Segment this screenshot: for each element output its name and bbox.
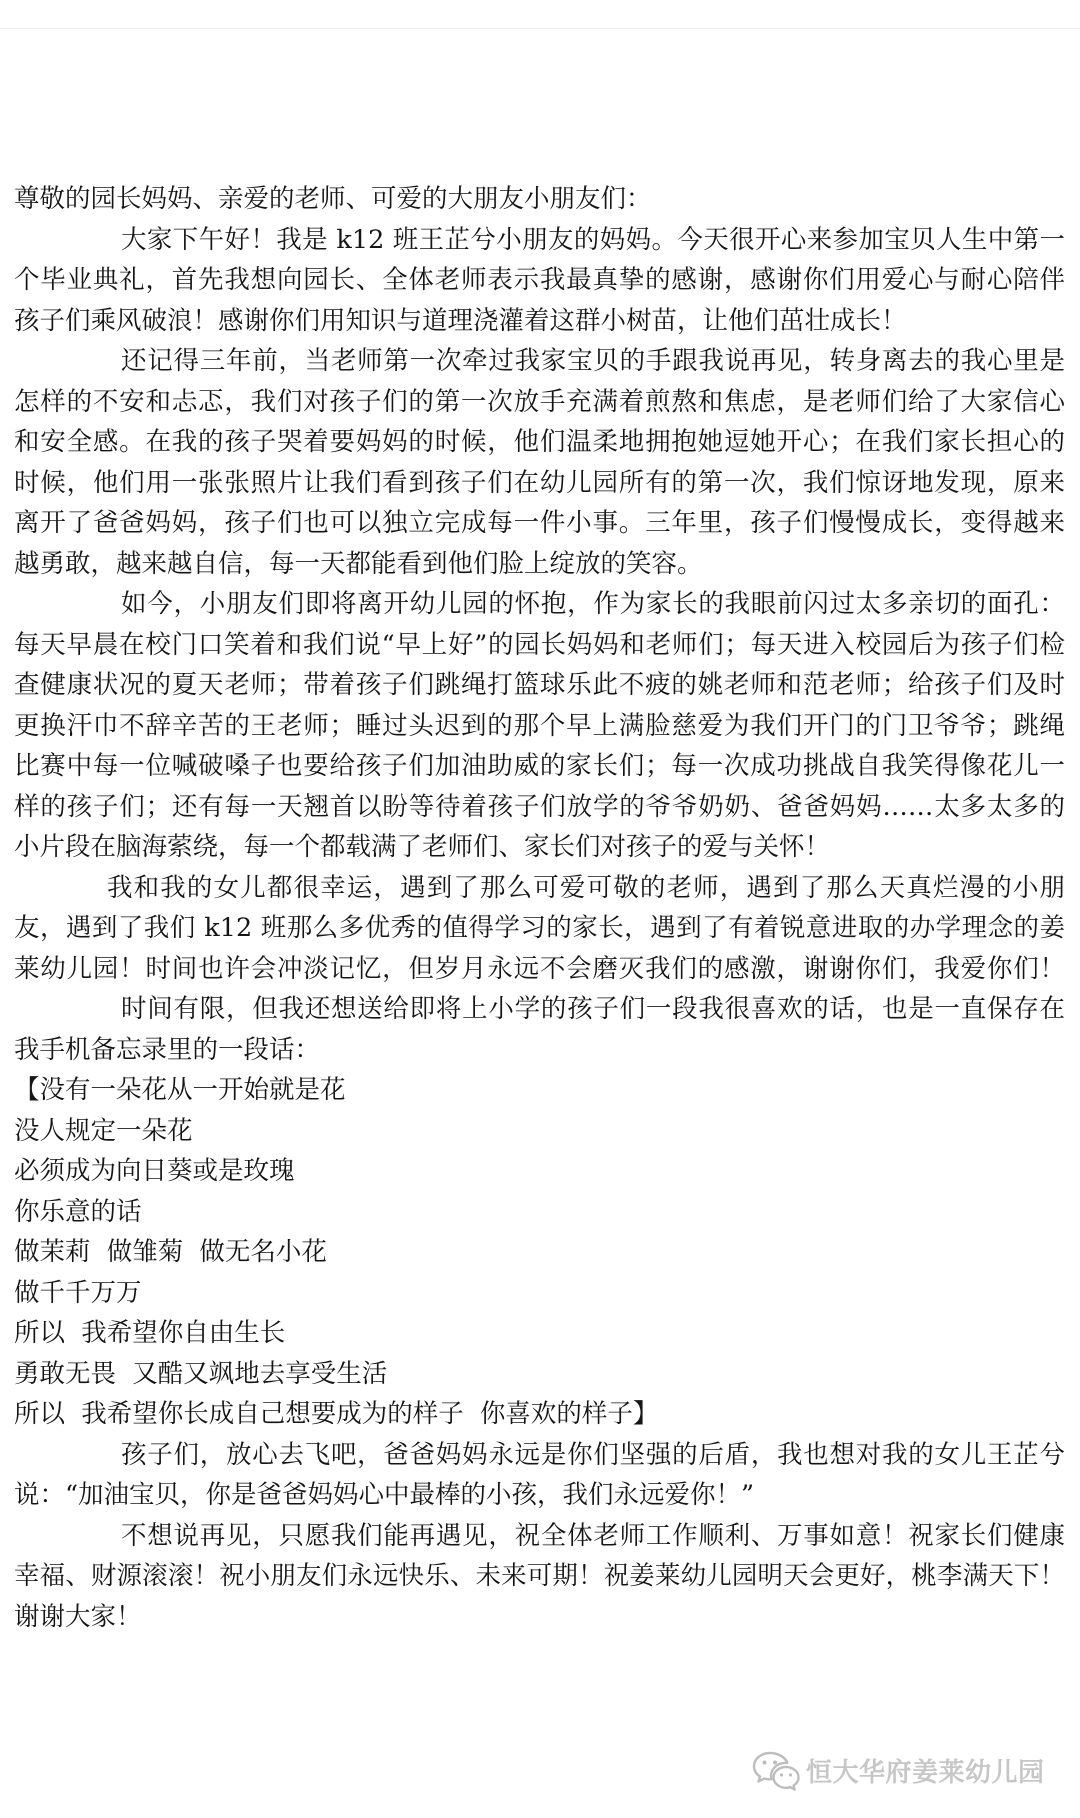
letter-line: 大家下午好！我是 k12 班王芷兮小朋友的妈妈。今天很开心来参加宝贝人生中第一: [121, 224, 1065, 255]
poem-line: 做千千万万: [14, 1277, 142, 1308]
letter-line: 莱幼儿园！时间也许会冲淡记忆，但岁月永远不会磨灭我们的感激，谢谢你们，我爱你们！: [14, 953, 1065, 984]
letter-line: 和安全感。在我的孩子哭着要妈妈的时候，他们温柔地拥抱她逗她开心；在我们家长担心的: [14, 427, 1065, 457]
poem-line: 所以 我希望你自由生长: [14, 1318, 286, 1348]
letter-line: 比赛中每一位喊破嗓子也要给孩子们加油助威的家长们；每一次成功挑战自我笑得像花儿一: [14, 751, 1065, 781]
poem-line: 必须成为向日葵或是玫瑰: [14, 1156, 295, 1186]
letter-line: 更换汗巾不辞辛苦的王老师；睡过头迟到的那个早上满脸慈爱为我们开门的门卫爷爷；跳绳: [14, 710, 1065, 741]
letter-line: 友，遇到了我们 k12 班那么多优秀的值得学习的家长，遇到了有着锐意进取的办学理念的姜: [14, 913, 1065, 943]
letter-line: 离开了爸爸妈妈，孩子们也可以独立完成每一件小事。三年里，孩子们慢慢成长，变得越来: [14, 508, 1065, 538]
closing-line: 谢谢大家！: [14, 1601, 142, 1632]
letter-line: 个毕业典礼，首先我想向园长、全体老师表示我最真挚的感谢，感谢你们用爱心与耐心陪伴: [14, 265, 1065, 295]
letter-line: 说：“加油宝贝，你是爸爸妈妈心中最棒的小孩，我们永远爱你！”: [14, 1480, 755, 1510]
wechat-icon: [752, 1749, 800, 1791]
letter-line: 还记得三年前，当老师第一次牵过我家宝贝的手跟我说再见，转身离去的我心里是: [121, 346, 1065, 376]
letter-line: 时间有限，但我还想送给即将上小学的孩子们一段我很喜欢的话，也是一直保存在: [121, 994, 1065, 1024]
letter-line: 每天早晨在校门口笑着和我们说“早上好”的园长妈妈和老师们；每天进入校园后为孩子们检: [14, 629, 1065, 660]
poem-line: 所以 我希望你长成自己想要成为的样子 你喜欢的样子】: [14, 1399, 659, 1429]
letter-line: 幸福、财源滚滚！祝小朋友们永远快乐、未来可期！祝姜莱幼儿园明天会更好，桃李满天下！: [14, 1561, 1065, 1591]
watermark-text: 恒大华府姜莱幼儿园: [806, 1757, 1045, 1788]
letter-line: 怎样的不安和忐忑，我们对孩子们的第一次放手充满着煎熬和焦虑，是老师们给了大家信心: [14, 386, 1065, 417]
poem-line: 做茉莉 做雏菊 做无名小花: [14, 1237, 327, 1267]
letter-line: 查健康状况的夏天老师；带着孩子们跳绳打篮球乐此不疲的姚老师和范老师；给孩子们及时: [14, 670, 1065, 700]
letter-line: 孩子们乘风破浪！感谢你们用知识与道理浇灌着这群小树苗，让他们茁壮成长！: [14, 305, 907, 336]
salutation: 尊敬的园长妈妈、亲爱的老师、可爱的大朋友小朋友们：: [14, 184, 652, 214]
letter-line: 小片段在脑海萦绕，每一个都载满了老师们、家长们对孩子的爱与关怀！: [14, 832, 831, 862]
letter-line: 不想说再见，只愿我们能再遇见，祝全体老师工作顺利、万事如意！祝家长们健康: [121, 1520, 1065, 1551]
letter-line: 越勇敢，越来越自信，每一天都能看到他们脸上绽放的笑容。: [14, 548, 703, 579]
letter-line: 如今，小朋友们即将离开幼儿园的怀抱，作为家长的我眼前闪过太多亲切的面孔：: [121, 589, 1065, 619]
poem-line: 【没有一朵花从一开始就是花: [14, 1075, 346, 1105]
poem-line: 没人规定一朵花: [14, 1115, 193, 1146]
top-divider: [0, 28, 1080, 29]
letter-line: 我和我的女儿都很幸运，遇到了那么可爱可敬的老师，遇到了那么天真烂漫的小朋: [107, 872, 1065, 903]
poem-line: 勇敢无畏 又酷又飒地去享受生活: [14, 1358, 388, 1389]
letter-line: 孩子们，放心去飞吧，爸爸妈妈永远是你们坚强的后盾，我也想对我的女儿王芷兮: [121, 1439, 1065, 1470]
letter-line: 样的孩子们；还有每一天翘首以盼等待着孩子们放学的爷爷奶奶、爸爸妈妈……太多太多的: [14, 791, 1065, 822]
poem-line: 你乐意的话: [14, 1196, 142, 1227]
account-watermark: [752, 1748, 1045, 1792]
letter-line: 我手机备忘录里的一段话：: [14, 1034, 321, 1065]
letter-body: [14, 179, 1065, 1637]
letter-line: 时候，他们用一张张照片让我们看到孩子们在幼儿园所有的第一次，我们惊讶地发现，原来: [14, 467, 1065, 498]
